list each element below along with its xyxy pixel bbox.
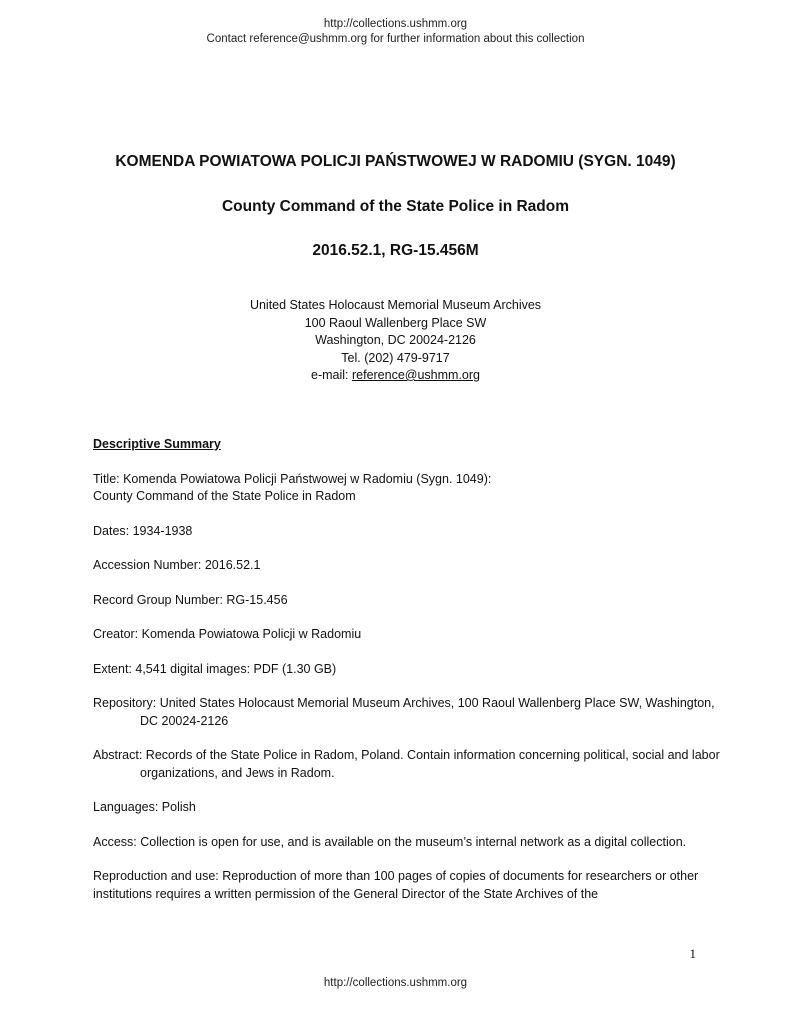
summary-creator: Creator: Komenda Powiatowa Policji w Radomiu	[93, 627, 362, 641]
summary-record-group: Record Group Number: RG-15.456	[93, 592, 288, 607]
email-line	[0, 367, 791, 385]
summary-extent: Extent: 4,541 digital images: PDF (1.30 GB)	[93, 661, 337, 676]
address-line: Tel. (202) 479-9717	[341, 350, 450, 365]
descriptive-summary	[93, 436, 733, 903]
summary-title-cont: County Command of the State Police in Radom	[93, 489, 356, 503]
title-polish: KOMENDA POWIATOWA POLICJI PAŃSTWOWEJ W RADOMIU (SYGN. 1049)	[115, 153, 676, 170]
summary-abstract: Abstract: Records of the State Police in Radom, Poland. Contain information concerning political, social and labor organizations, and Jews in Radom.	[93, 748, 720, 780]
summary-title: Title: Komenda Powiatowa Policji Państwowej w Radomiu (Sygn. 1049):	[93, 471, 492, 486]
address-block	[0, 297, 791, 385]
title-english: County Command of the State Police in Radom	[221, 198, 570, 215]
summary-languages: Languages: Polish	[93, 800, 196, 814]
footer-url: http://collections.ushmm.org	[323, 977, 468, 989]
summary-reproduction: Reproduction and use: Reproduction of more than 100 pages of copies of documents for researchers or other institutions requires a written permission of the General Director of the State Archives of the	[93, 869, 699, 901]
page-number: 1	[689, 946, 696, 961]
header-contact: Contact reference@ushmm.org for further information about this collection	[206, 33, 585, 45]
address-line: 100 Raoul Wallenberg Place SW	[304, 315, 487, 330]
summary-accession: Accession Number: 2016.52.1	[93, 558, 261, 572]
address-line: Washington, DC 20024-2126	[315, 333, 476, 347]
address-line: United States Holocaust Memorial Museum Archives	[249, 298, 542, 312]
summary-access: Access: Collection is open for use, and is available on the museum’s internal network as a digital collection.	[93, 834, 687, 849]
title-number: 2016.52.1, RG-15.456M	[312, 242, 479, 259]
email-link[interactable]: reference@ushmm.org	[351, 368, 480, 382]
header-url: http://collections.ushmm.org	[323, 18, 468, 30]
summary-repository: Repository: United States Holocaust Memorial Museum Archives, 100 Raoul Wallenberg Place SW, Washington, DC 20024-2126	[93, 696, 715, 728]
section-heading: Descriptive Summary	[93, 437, 221, 451]
email-label: e-mail:	[311, 368, 352, 382]
summary-dates: Dates: 1934-1938	[93, 523, 193, 538]
